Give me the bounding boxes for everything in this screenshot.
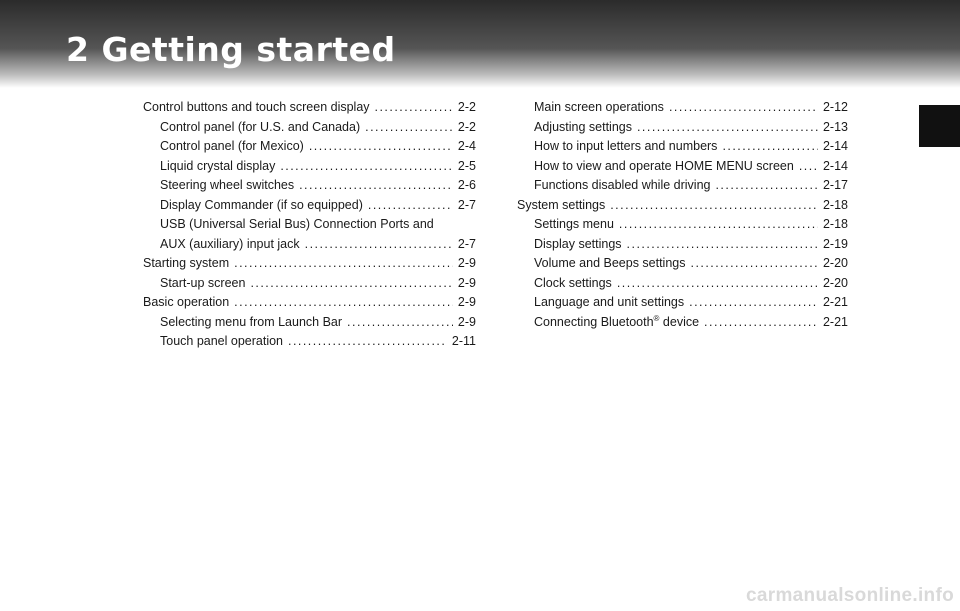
toc-entry[interactable] [143, 118, 476, 138]
dot-leader [691, 254, 818, 274]
dot-leader [669, 98, 818, 118]
chapter-title: 2 Getting started [66, 30, 396, 69]
toc-entry-page: 2-5 [457, 158, 476, 173]
toc-entry-page: 2-9 [457, 314, 476, 329]
toc-column-right [517, 98, 848, 332]
dot-leader [309, 137, 453, 157]
toc-entry-title: Steering wheel switches [160, 178, 295, 192]
toc-entry-page: 2-14 [822, 158, 848, 173]
dot-leader [288, 332, 447, 352]
dot-leader [365, 118, 453, 138]
toc-entry-page: 2-9 [457, 275, 476, 290]
toc-entry[interactable] [517, 254, 848, 274]
toc-entry[interactable] [517, 196, 848, 216]
watermark: carmanualsonline.info [746, 585, 954, 606]
toc-entry-title: Display Commander (if so equipped) [160, 197, 363, 212]
toc-entry-page: 2-17 [822, 178, 848, 192]
chapter-tab-marker [919, 105, 960, 147]
toc-entry[interactable] [143, 176, 476, 196]
toc-entry[interactable] [143, 313, 476, 333]
toc-entry[interactable] [517, 293, 848, 313]
dot-leader [627, 235, 818, 255]
dot-leader [619, 215, 818, 235]
toc-entry-title: Adjusting settings [534, 119, 632, 134]
toc-entry-title: Functions disabled while driving [534, 178, 711, 192]
toc-entry-page: 2-18 [822, 197, 848, 212]
toc-entry-title: Control panel (for Mexico) [160, 139, 304, 153]
toc-entry[interactable] [143, 332, 476, 352]
toc-entry-title-line1: USB (Universal Serial Bus) Connection Ports and [160, 217, 434, 231]
dot-leader [234, 254, 453, 274]
dot-leader [617, 274, 818, 294]
toc-entry[interactable] [517, 118, 848, 138]
toc-entry-page: 2-14 [822, 139, 848, 153]
toc-entry-title: Volume and Beeps settings [534, 256, 686, 270]
toc-entry-page: 2-21 [822, 314, 848, 329]
toc-entry-title: Selecting menu from Launch Bar [160, 314, 343, 329]
toc-entry-title: Control panel (for U.S. and Canada) [160, 119, 361, 134]
toc-entry-page: 2-18 [822, 217, 848, 231]
toc-entry[interactable] [143, 98, 476, 118]
toc-entry-page: 2-4 [457, 139, 476, 153]
registered-mark: ® [653, 313, 660, 323]
dot-leader [375, 98, 453, 118]
toc-entry-page: 2-7 [457, 197, 476, 212]
toc-entry[interactable] [517, 137, 848, 157]
toc-entry[interactable] [517, 235, 848, 255]
toc-entry-title: Clock settings [534, 275, 612, 290]
dot-leader [799, 157, 818, 177]
dot-leader [368, 196, 453, 216]
toc-entry-page: 2-19 [822, 236, 848, 251]
dot-leader [250, 274, 452, 294]
toc-entry-title [534, 313, 699, 333]
toc-entry[interactable] [517, 313, 848, 333]
toc-entry-page: 2-13 [822, 119, 848, 134]
dot-leader [637, 118, 818, 138]
toc-entry-title-text: Connecting Bluetooth [534, 314, 654, 329]
toc-entry-title: Settings menu [534, 217, 614, 231]
toc-entry-title: How to input letters and numbers [534, 139, 718, 153]
toc-entry[interactable] [143, 274, 476, 294]
toc-entry-title: System settings [517, 197, 606, 212]
toc-entry-page: 2-21 [822, 295, 848, 309]
toc-entry[interactable] [517, 98, 848, 118]
chapter-header-bar [0, 0, 960, 88]
toc-entry-page: 2-20 [822, 275, 848, 290]
toc-entry[interactable] [143, 293, 476, 313]
dot-leader [722, 137, 818, 157]
toc-entry-title: Touch panel operation [160, 334, 284, 348]
toc-entry-page: 2-20 [822, 256, 848, 270]
toc-entry[interactable] [517, 157, 848, 177]
toc-entry-page: 2-9 [457, 295, 476, 309]
toc-entry[interactable] [517, 176, 848, 196]
dot-leader [305, 235, 453, 255]
toc-entry-page: 2-7 [457, 236, 476, 251]
toc-entry-page: 2-11 [451, 334, 476, 348]
toc-entry-title-suffix: device [659, 314, 700, 329]
toc-entry-title: Display settings [534, 236, 622, 251]
dot-leader [715, 176, 817, 196]
toc-entry-title: AUX (auxiliary) input jack [160, 236, 300, 251]
toc-entry-page: 2-9 [457, 256, 476, 270]
dot-leader [299, 176, 453, 196]
toc-entry-page: 2-2 [457, 100, 476, 114]
dot-leader [234, 293, 453, 313]
toc-entry-title: Main screen operations [534, 100, 664, 114]
toc-entry-title: Starting system [143, 256, 230, 270]
toc-entry[interactable] [143, 157, 476, 177]
dot-leader [610, 196, 818, 216]
toc-entry[interactable] [517, 274, 848, 294]
toc-column-left [143, 98, 476, 352]
toc-entry[interactable] [143, 137, 476, 157]
toc-entry-title: Control buttons and touch screen display [143, 100, 370, 114]
toc-entry-title: Basic operation [143, 295, 230, 309]
toc-entry-page: 2-6 [457, 178, 476, 192]
toc-entry-title: Language and unit settings [534, 295, 685, 309]
toc-entry[interactable] [143, 215, 476, 254]
toc-entry-page: 2-12 [822, 100, 848, 114]
toc-entry-page: 2-2 [457, 119, 476, 134]
toc-entry[interactable] [143, 254, 476, 274]
dot-leader [704, 313, 818, 333]
dot-leader [689, 293, 818, 313]
toc-entry-title: Start-up screen [160, 275, 246, 290]
dot-leader [280, 157, 453, 177]
dot-leader [347, 313, 453, 333]
toc-entry[interactable] [143, 196, 476, 216]
toc-entry-title: How to view and operate HOME MENU screen [534, 158, 794, 173]
toc-entry-title: Liquid crystal display [160, 158, 276, 173]
toc-entry[interactable] [517, 215, 848, 235]
